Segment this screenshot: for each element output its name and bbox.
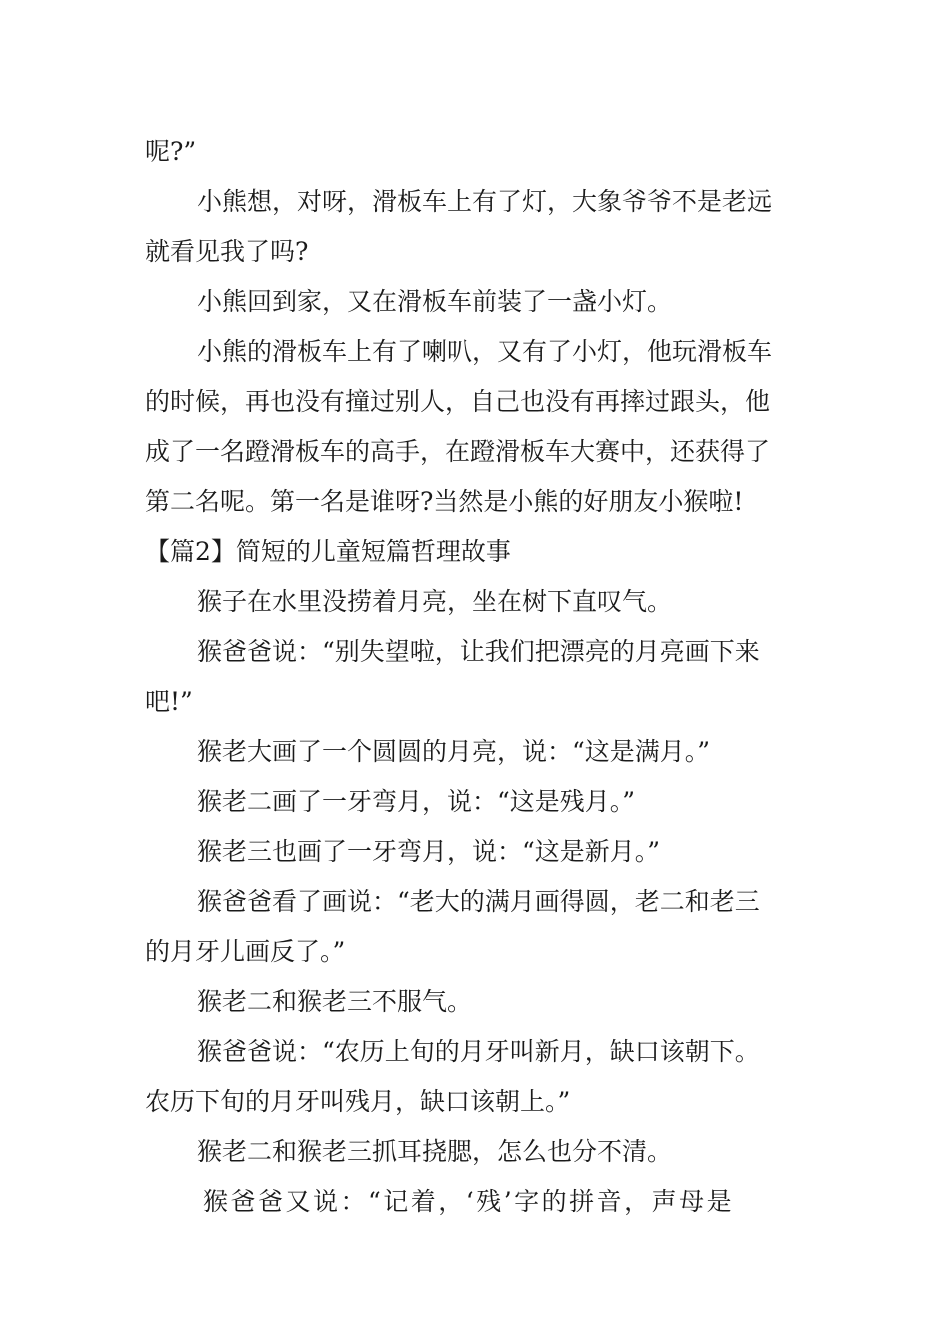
text-line-8: 第二名呢。第一名是谁呀?当然是小熊的好朋友小猴啦! — [145, 487, 744, 516]
text-line-15: 猴老三也画了一牙弯月，说：“这是新月。” — [197, 837, 661, 866]
text-line-2: 小熊想，对呀，滑板车上有了灯，大象爷爷不是老远 — [197, 187, 773, 216]
document-body — [145, 127, 807, 1227]
text-line-19: 猴爸爸说：“农历上旬的月牙叫新月，缺口该朝下。 — [197, 1037, 760, 1066]
text-line-20: 农历下旬的月牙叫残月，缺口该朝上。” — [145, 1087, 571, 1116]
text-line-5: 小熊的滑板车上有了喇叭，又有了小灯，他玩滑板车 — [197, 337, 773, 366]
text-line-21: 猴老二和猴老三抓耳挠腮，怎么也分不清。 — [197, 1137, 673, 1166]
text-line-1: 呢?” — [145, 137, 197, 166]
section-heading: 【篇2】简短的儿童短篇哲理故事 — [145, 537, 511, 566]
text-line-11: 猴爸爸说：“别失望啦，让我们把漂亮的月亮画下来 — [197, 637, 760, 666]
text-line-3: 就看见我了吗? — [145, 237, 309, 266]
text-line-18: 猴老二和猴老三不服气。 — [197, 987, 473, 1016]
text-line-6: 的时候，再也没有撞过别人，自己也没有再摔过跟头，他 — [145, 387, 771, 416]
text-line-14: 猴老二画了一牙弯月，说：“这是残月。” — [197, 787, 636, 816]
text-line-12: 吧!” — [145, 687, 193, 716]
text-line-7: 成了一名蹬滑板车的高手，在蹬滑板车大赛中，还获得了 — [145, 437, 771, 466]
text-line-16: 猴爸爸看了画说：“老大的满月画得圆，老二和老三 — [197, 887, 760, 916]
text-line-22: 猴爸爸又说：“记着，‘残’字的拼音，声母是 — [203, 1187, 735, 1216]
text-line-17: 的月牙儿画反了。” — [145, 937, 346, 966]
text-line-4: 小熊回到家，又在滑板车前装了一盏小灯。 — [197, 287, 673, 316]
text-line-10: 猴子在水里没捞着月亮，坐在树下直叹气。 — [197, 587, 673, 616]
text-line-13: 猴老大画了一个圆圆的月亮，说：“这是满月。” — [197, 737, 711, 766]
